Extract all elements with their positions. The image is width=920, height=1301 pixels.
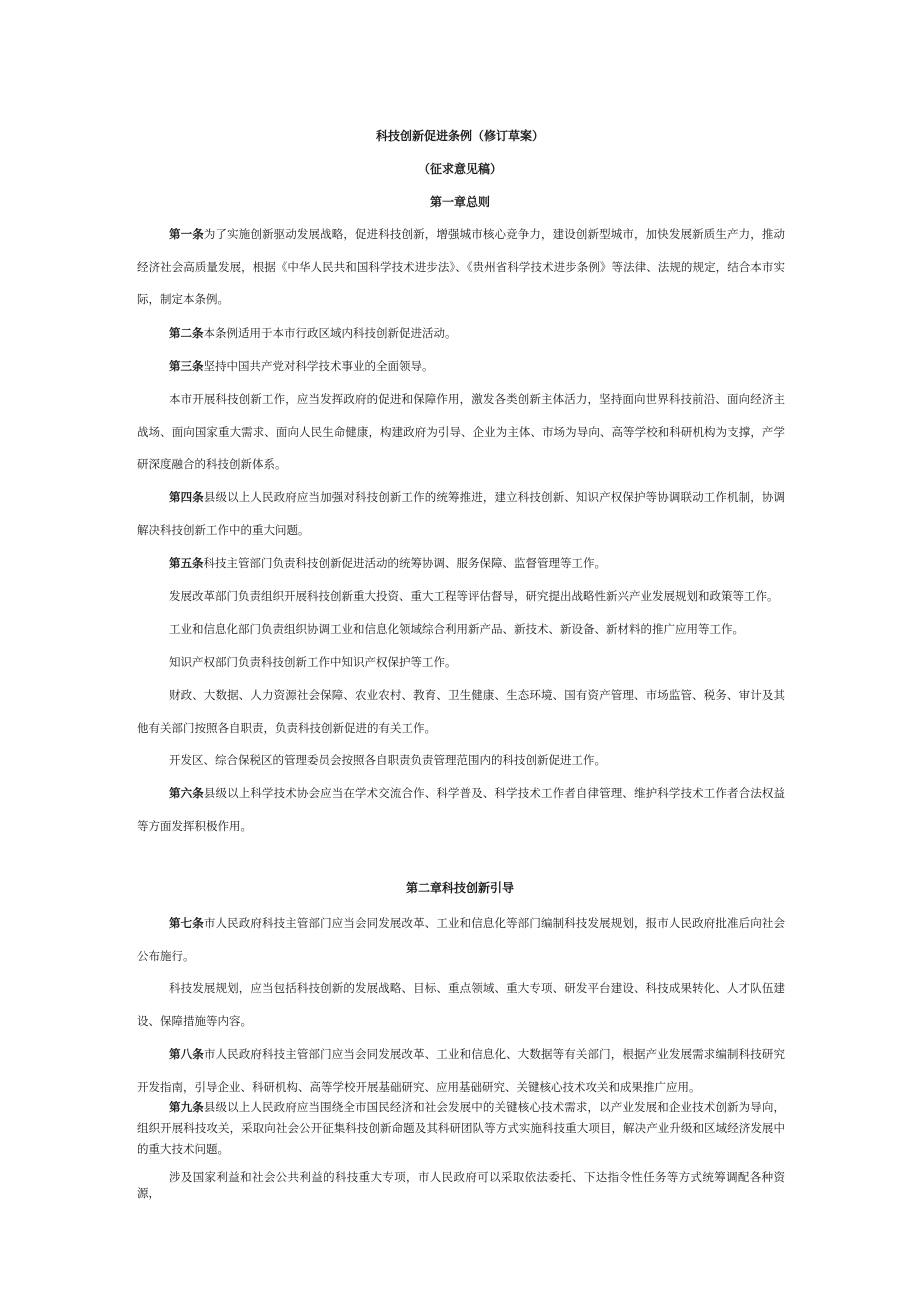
article-text: 县级以上人民政府应当加强对科技创新工作的统筹推进，建立科技创新、知识产权保护等协调联动工作机制，协调解决科技创新工作中的重大问题。 <box>137 490 785 537</box>
article-text: 市人民政府科技主管部门应当会同发展改革、工业和信息化、大数据等有关部门，根据产业发展需求编制科技研究开发指南，引导企业、科研机构、高等学校开展基础研究、应用基础研究、关键核心技术攻关和成果推广应用。 <box>137 1047 785 1094</box>
article-number: 第五条 <box>169 556 204 570</box>
article-text: 为了实施创新驱动发展战略，促进科技创新，增强城市核心竞争力，建设创新型城市，加快发展新质生产力，推动经济社会高质量发展，根据《中华人民共和国科学技术进步法》、《贵州省科学技术进步条例》等法律、法规的规定，结合本市实际，制定本条例。 <box>137 227 785 306</box>
paragraph-development-reform <box>137 580 785 613</box>
paragraph-article-8 <box>137 1038 785 1103</box>
paragraph-article-6 <box>137 777 785 842</box>
paragraph-article-3-body <box>137 383 785 481</box>
paragraph-article-1 <box>137 218 785 316</box>
chapter-2-heading: 第二章科技创新引导 <box>405 881 514 895</box>
paragraph-text: 开发区、综合保税区的管理委员会按照各自职责负责管理范围内的科技创新促进工作。 <box>169 753 606 767</box>
paragraph-ip <box>137 646 785 679</box>
article-number: 第二条 <box>169 326 204 340</box>
document-title: 科技创新促进条例（修订草案） <box>375 129 544 143</box>
document-subtitle: （征求意见稿） <box>417 162 502 176</box>
article-number: 第八条 <box>169 1047 204 1061</box>
paragraph-other-departments <box>137 679 785 744</box>
article-number: 第九条 <box>169 1100 204 1114</box>
paragraph-article-7 <box>137 907 785 972</box>
article-text: 市人民政府科技主管部门应当会同发展改革、工业和信息化等部门编制科技发展规划，报市人民政府批准后向社会公布施行。 <box>137 916 785 963</box>
article-text: 本条例适用于本市行政区域内科技创新促进活动。 <box>203 326 457 340</box>
paragraph-text: 知识产权部门负责科技创新工作中知识产权保护等工作。 <box>169 655 457 669</box>
paragraph-plan-contents <box>137 972 785 1037</box>
paragraph-article-3 <box>137 350 785 383</box>
paragraph-text: 财政、大数据、人力资源社会保障、农业农村、教育、卫生健康、生态环境、国有资产管理、市场监管、税务、审计及其他有关部门按照各自职责，负责科技创新促进的有关工作。 <box>137 688 785 735</box>
article-number: 第六条 <box>169 786 204 800</box>
chapter-1-heading: 第一章总则 <box>429 195 490 209</box>
paragraph-text: 科技发展规划，应当包括科技创新的发展战略、目标、重点领域、重大专项、研发平台建设、科技成果转化、人才队伍建设、保障措施等内容。 <box>137 981 785 1028</box>
paragraph-text: 发展改革部门负责组织开展科技创新重大投资、重大工程等评估督导，研究提出战略性新兴产业发展规划和政策等工作。 <box>169 589 779 603</box>
paragraph-article-9 <box>137 1097 785 1160</box>
paragraph-major-projects <box>137 1169 785 1201</box>
article-number: 第七条 <box>169 916 204 930</box>
article-number: 第三条 <box>169 359 204 373</box>
article-text: 坚持中国共产党对科学技术事业的全面领导。 <box>203 359 434 373</box>
paragraph-development-zones <box>137 744 785 777</box>
paragraph-industry-it <box>137 613 785 646</box>
paragraph-text: 涉及国家利益和社会公共利益的科技重大专项，市人民政府可以采取依法委托、下达指令性任务等方式统筹调配各种资源， <box>137 1170 785 1200</box>
paragraph-article-5 <box>137 547 785 580</box>
paragraph-text: 工业和信息化部门负责组织协调工业和信息化领域综合利用新产品、新技术、新设备、新材料的推广应用等工作。 <box>169 622 744 636</box>
article-number: 第一条 <box>169 227 204 241</box>
article-text: 科技主管部门负责科技创新促进活动的统筹协调、服务保障、监督管理等工作。 <box>203 556 606 570</box>
article-text: 县级以上人民政府应当围绕全市国民经济和社会发展中的关键核心技术需求，以产业发展和企业技术创新为导向，组织开展科技攻关，采取向社会公开征集科技创新命题及其科研团队等方式实施科技重大项目，解决产业升级和区域经济发展中的重大技术问题。 <box>137 1100 785 1156</box>
paragraph-text: 本市开展科技创新工作，应当发挥政府的促进和保障作用，激发各类创新主体活力，坚持面向世界科技前沿、面向经济主战场、面向国家重大需求、面向人民生命健康，构建政府为引导、企业为主体、市场为导向、高等学校和科研机构为支撑，产学研深度融合的科技创新体系。 <box>137 392 785 471</box>
paragraph-article-2 <box>137 317 785 350</box>
paragraph-article-4 <box>137 481 785 546</box>
article-number: 第四条 <box>169 490 204 504</box>
article-text: 县级以上科学技术协会应当在学术交流合作、科学普及、科学技术工作者自律管理、维护科学技术工作者合法权益等方面发挥积极作用。 <box>137 786 785 833</box>
